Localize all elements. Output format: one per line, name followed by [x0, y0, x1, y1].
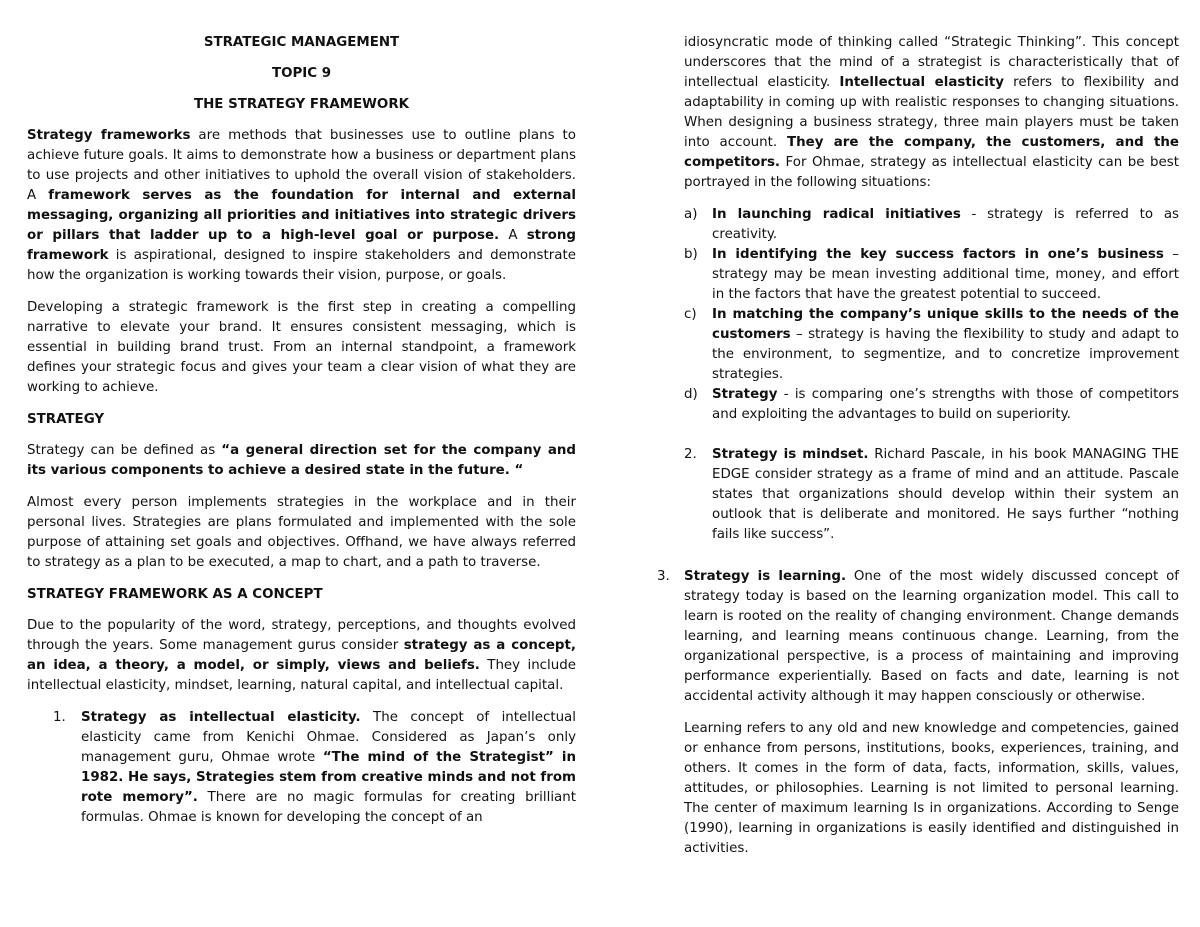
bold-text: In launching radical initiatives — [712, 207, 961, 222]
concept-paragraph — [27, 616, 576, 696]
item-number: 2. — [684, 447, 697, 462]
framework-paragraph: Developing a strategic framework is the first step in creating a compelling narrative to elevate your brand. It ensures consistent messaging, which is essential in building brand trust. From an internal standpoint, a framework defines your strategic focus and gives your team a clear vision of what they are working to achieve. — [27, 300, 576, 395]
numbered-item-3 — [657, 567, 1179, 707]
bold-text: Strategy frameworks — [27, 128, 191, 143]
text-span: Richard Pascale, in his book MANAGING THE EDGE consider strategy as a frame of mind and an attitude. Pascale states that organizations should develop within their system an outlook that is deliberate and monitored. He says further “nothing fails like success”. — [712, 447, 1179, 542]
bold-text: In matching the company’s unique skills to the needs of the customers — [712, 307, 1179, 342]
list-label: c) — [684, 307, 697, 322]
bold-text: Intellectual elasticity — [839, 75, 1005, 90]
text-span: is aspirational, designed to inspire stakeholders and demonstrate how the organization is working towards their vision, purpose, or goals. — [27, 248, 576, 283]
topic-number: TOPIC 9 — [271, 66, 332, 81]
text-span: Strategy can be defined as — [27, 443, 222, 458]
text-span: - strategy is referred to as creativity. — [712, 207, 1180, 242]
right-column — [657, 33, 1180, 871]
text-span: A — [499, 228, 527, 243]
intro-paragraph — [27, 126, 576, 286]
bold-text: “a general direction set for the company and its various components to achieve a desired state in the future. “ — [27, 443, 576, 478]
text-span: – strategy is having the flexibility to study and adapt to the environment, to segmentize, and to concretize improvement strategies. — [712, 327, 1179, 382]
bold-text: Strategy as intellectual elasticity. — [81, 710, 361, 725]
numbered-item-1 — [27, 708, 576, 828]
text-span: refers to flexibility and adaptability in coming up with realistic responses to changing situations. When designing a business strategy, three main players must be taken into account. — [684, 75, 1179, 150]
bold-text: Strategy is learning. — [684, 569, 847, 584]
left-column — [27, 33, 576, 840]
spacer — [684, 435, 1179, 445]
bold-text: strong framework — [27, 228, 576, 263]
section-heading-strategy: STRATEGY — [27, 412, 105, 427]
list-label: d) — [684, 387, 698, 402]
strategy-paragraph: Almost every person implements strategies in the workplace and in their personal lives. Strategies are plans formulated and implemented with the sole purpose of attaining set goals and objectives. Offhand, we have always referred to strategy as a plan to be executed, a map to chart, and a path to traverse. — [27, 495, 576, 570]
text-span: The concept of intellectual elasticity came from Kenichi Ohmae. Considered as Japan’s only management guru, Ohmae wrote — [81, 710, 576, 765]
definition-paragraph — [27, 441, 576, 481]
text-span: For Ohmae, strategy as intellectual elasticity can be best portrayed in the following situations: — [684, 155, 1179, 190]
text-span: – strategy may be mean investing additional time, money, and effort in the factors that have the greatest potential to succeed. — [712, 247, 1179, 302]
bold-text: They are the company, the customers, and the competitors. — [684, 135, 1179, 170]
text-span: They include intellectual elasticity, mindset, learning, natural capital, and intellectual capital. — [27, 658, 576, 693]
section-heading-concept: STRATEGY FRAMEWORK AS A CONCEPT — [27, 587, 323, 602]
numbered-item-2 — [684, 445, 1179, 545]
text-span: There are no magic formulas for creating brilliant formulas. Ohmae is known for developing the concept of an — [81, 790, 576, 825]
learning-paragraph: Learning refers to any old and new knowledge and competencies, gained or enhance from persons, institutions, books, experiences, training, and others. It comes in the form of data, facts, information, skills, values, attitudes, or philosophies. Learning is not limited to personal learning. The center of maximum learning Is in organizations. According to Senge (1990), learning in organizations is easily identified and distinguished in activities. — [684, 721, 1179, 856]
text-span: - is comparing one’s strengths with those of competitors and exploiting the advantages to build on superiority. — [712, 387, 1179, 422]
list-item — [684, 305, 1179, 385]
bold-text: framework serves as the foundation for internal and external messaging, organizing all priorities and initiatives into strategic drivers or pillars that ladder up to a high-level goal or purpose. — [27, 188, 577, 243]
bold-text: “The mind of the Strategist” in 1982. He says, Strategies stem from creative minds and not from rote memory”. — [81, 750, 577, 805]
bold-text: strategy as a concept, an idea, a theory, a model, or simply, views and beliefs. — [27, 638, 576, 673]
list-label: b) — [684, 247, 698, 262]
situations-list — [684, 205, 1179, 425]
list-label: a) — [684, 207, 698, 222]
continuation-paragraph — [684, 33, 1179, 193]
text-span: idiosyncratic mode of thinking called “Strategic Thinking”. This concept underscores that the mind of a strategist is characteristically that of intellectual elasticity. — [684, 35, 1179, 90]
bold-text: Strategy — [712, 387, 778, 402]
list-item — [684, 245, 1179, 305]
text-span: are methods that businesses use to outline plans to achieve future goals. It aims to demonstrate how a business or department plans to use projects and other initiatives to uphold the overall vision of stakeholders. A — [27, 128, 576, 203]
item-number: 1. — [53, 710, 66, 725]
spacer — [684, 557, 1179, 567]
list-item — [684, 205, 1179, 245]
course-title: STRATEGIC MANAGEMENT — [203, 35, 400, 50]
item-number: 3. — [657, 569, 670, 584]
text-span: Due to the popularity of the word, strategy, perceptions, and thoughts evolved through the years. Some management gurus consider — [27, 618, 576, 653]
list-item — [684, 385, 1179, 425]
bold-text: In identifying the key success factors in one’s business — [712, 247, 1164, 262]
bold-text: Strategy is mindset. — [712, 447, 869, 462]
text-span: One of the most widely discussed concept of strategy today is based on the learning organization model. This call to learn is rooted on the reality of changing environment. Change demands learning, and learning means continuous change. Learning, from the organizational perspective, is a process of maintaining and improving performance experientially. Based on facts and date, learning is not accidental activity although it may happen consciously or otherwise. — [684, 569, 1179, 704]
page-title: THE STRATEGY FRAMEWORK — [193, 97, 410, 112]
